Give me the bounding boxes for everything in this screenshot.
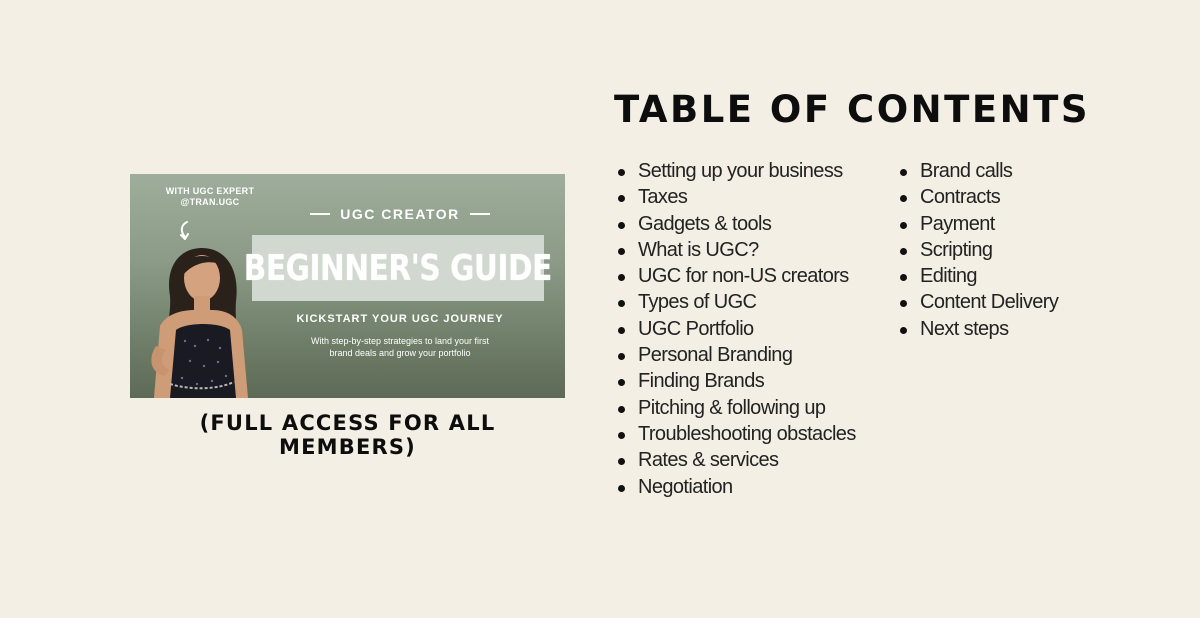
toc-item: Editing xyxy=(898,263,1058,289)
toc-item: Pitching & following up xyxy=(616,395,856,421)
toc-item: Next steps xyxy=(898,316,1058,342)
toc-item: Payment xyxy=(898,211,1058,237)
creator-heading xyxy=(250,206,550,222)
toc-item: What is UGC? xyxy=(616,237,856,263)
access-note: (FULL ACCESS FOR ALL MEMBERS) xyxy=(199,411,496,459)
guide-title-box xyxy=(243,235,553,301)
expert-credit xyxy=(160,186,260,208)
toc-item: Rates & services xyxy=(616,447,856,473)
toc-title: TABLE OF CONTENTS xyxy=(614,88,1090,131)
toc-item: Brand calls xyxy=(898,158,1058,184)
toc-item: Taxes xyxy=(616,184,856,210)
toc-item: UGC Portfolio xyxy=(616,316,856,342)
toc-item: UGC for non-US creators xyxy=(616,263,856,289)
toc-column-2 xyxy=(898,158,1058,342)
toc-item: Contracts xyxy=(898,184,1058,210)
toc-item: Troubleshooting obstacles xyxy=(616,421,856,447)
toc-item: Negotiation xyxy=(616,474,856,500)
toc-item: Types of UGC xyxy=(616,289,856,315)
toc-item: Personal Branding xyxy=(616,342,856,368)
guide-title: BEGINNER'S GUIDE xyxy=(243,247,553,289)
toc-item: Content Delivery xyxy=(898,289,1058,315)
creator-label: UGC CREATOR xyxy=(340,206,460,222)
toc-item: Setting up your business xyxy=(616,158,856,184)
guide-banner xyxy=(130,174,565,398)
toc-item: Scripting xyxy=(898,237,1058,263)
subtext-line-2: brand deals and grow your portfolio xyxy=(329,348,471,358)
toc-column-1 xyxy=(616,158,856,500)
kickstart-tagline: KICKSTART YOUR UGC JOURNEY xyxy=(296,313,504,325)
expert-line-1: WITH UGC EXPERT xyxy=(165,186,255,196)
right-dash-divider xyxy=(470,213,490,215)
banner-subtext xyxy=(280,335,520,359)
expert-handle: @TRAN.UGC xyxy=(180,197,240,207)
toc-item: Gadgets & tools xyxy=(616,211,856,237)
subtext-line-1: With step-by-step strategies to land your first xyxy=(310,336,490,346)
left-dash-divider xyxy=(310,213,330,215)
toc-item: Finding Brands xyxy=(616,368,856,394)
